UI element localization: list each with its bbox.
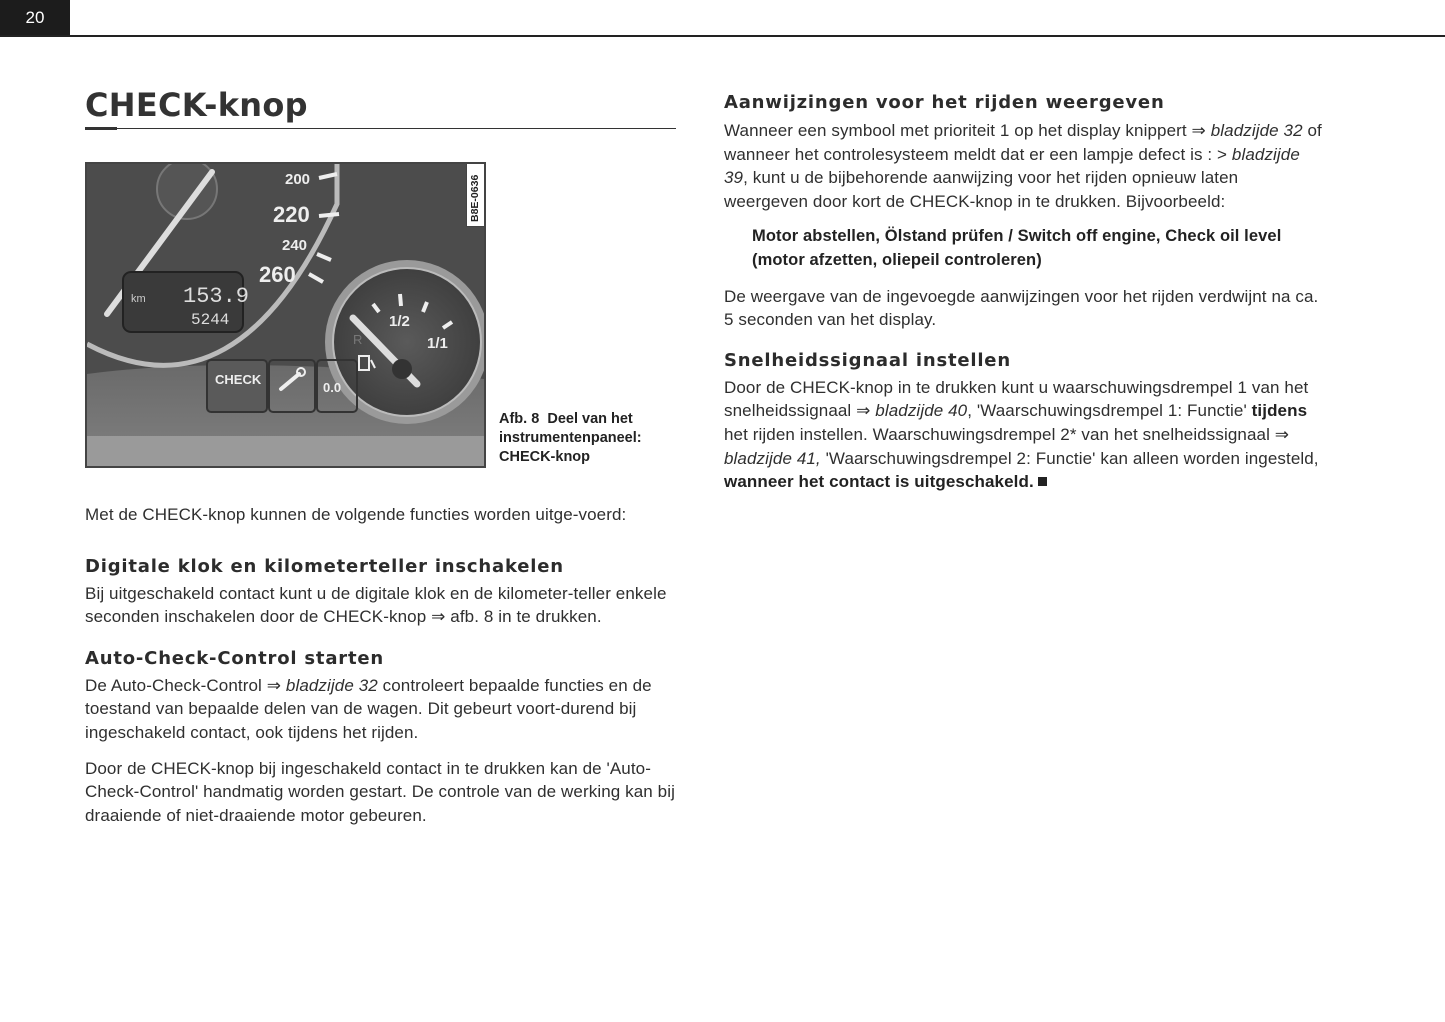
section-heading-driving-hints: Aanwijzingen voor het rijden weergeven [724,92,1165,113]
manual-check-paragraph: Door de CHECK-knop bij ingeschakeld contact in te drukken kan de 'Auto-Check-Control' handmatig worden gestart. De controle van de werking kan bij draaiende of niet-draaiende motor gebeuren. [85,758,675,825]
speed-signal-text-b: , 'Waarschuwingsdrempel 1: Functie' [967,401,1252,421]
page-number: 20 [0,0,70,36]
auto-check-text-b: controleert bepaalde functies en de toestand van bepaalde delen van de wagen. Dit gebeurt voort-durend bij ingeschakeld contact, ook tijdens het rijden. [85,675,652,742]
page-reference: bladzijde 40 [875,401,968,421]
auto-check-paragraph [85,674,680,745]
driving-hints-text-c: , kunt u de bijbehorende aanwijzing voor het rijden opnieuw laten weergeven door kort de CHECK-knop in te drukken. Bijvoorbeeld: [724,168,1239,211]
page-reference: bladzijde 32 [285,675,378,695]
instrument-panel-illustration [87,164,484,466]
section-heading-digital-clock: Digitale klok en kilometerteller inschakelen [85,555,564,577]
speedo-label-220: 220 [273,202,310,227]
speed-signal-text-a: Door de CHECK-knop in te drukken kunt u waarschuwingsdrempel 1 van het snelheidssignaal ⇒ [724,377,1309,421]
left-column [85,503,680,827]
display-value-2: 5244 [191,311,230,329]
figure-code-box [466,164,484,227]
right-column [724,92,1324,494]
speedo-label-260: 260 [259,262,296,287]
digital-clock-paragraph: Bij uitgeschakeld contact kunt u de digitale klok en de kilometer-teller enkele seconden inschakelen door de CHECK-knop ⇒ afb. 8 in te drukken. [85,583,667,627]
display-value-1: 153.9 [183,284,250,309]
section-heading-auto-check: Auto-Check-Control starten [85,647,384,669]
header-rule [0,35,1445,37]
check-button-label: CHECK [215,372,262,387]
service-value: 0.0 [323,380,342,395]
intro-paragraph: Met de CHECK-knop kunnen de volgende functies worden uitge-voerd: [85,505,627,524]
driving-hints-text-b: of wanneer het controlesysteem meldt dat er een lampje defect is : > [724,121,1322,164]
page-reference: bladzijde 32 [1210,121,1303,140]
speed-signal-paragraph [724,376,1324,494]
end-of-section-square-icon [1038,477,1047,486]
display-unit: km [131,293,146,305]
fuel-reserve-label: R [353,332,363,347]
page-reference: bladzijde 41, [724,448,821,468]
figure-caption [499,410,679,467]
figure-code: B8E-0636 [469,174,481,222]
instrument-panel-figure [85,162,486,468]
title-rule-accent [85,127,117,130]
auto-check-text-a: De Auto-Check-Control ⇒ [85,675,286,695]
fuel-half-label: 1/2 [389,313,410,330]
page-reference: bladzijde 39 [724,144,1300,188]
section-heading-speed-signal: Snelheidssignaal instellen [724,349,1011,371]
page-title: CHECK-knop [85,86,308,124]
example-message: Motor abstellen, Ölstand prüfen / Switch off engine, Check oil level (motor afzetten, oliepeil controleren) [752,227,1282,269]
display-duration-paragraph: De weergave van de ingevoegde aanwijzingen voor het rijden verdwijnt na ca. 5 seconden van het display. [724,286,1319,330]
driving-hints-paragraph [724,119,1324,213]
check-button [207,360,267,412]
title-rule [85,128,676,129]
driving-hints-text-a: Wanneer een symbool met prioriteit 1 op het display knippert ⇒ [724,121,1211,140]
emphasis: tijdens [1251,401,1308,421]
caption-label: Afb. 8 [499,411,540,427]
speedo-label-200: 200 [285,171,311,188]
speed-signal-text-d: 'Waarschuwingsdrempel 2: Functie' kan alleen worden ingesteld, [820,448,1319,468]
emphasis: wanneer het contact is uitgeschakeld. [724,472,1034,492]
fuel-full-label: 1/1 [427,335,448,352]
speedo-label-240: 240 [282,237,308,254]
speed-signal-text-c: het rijden instellen. Waarschuwingsdrempel 2* van het snelheidssignaal ⇒ [724,424,1290,444]
caption-text: Deel van het instrumentenpaneel: CHECK-knop [499,411,642,465]
